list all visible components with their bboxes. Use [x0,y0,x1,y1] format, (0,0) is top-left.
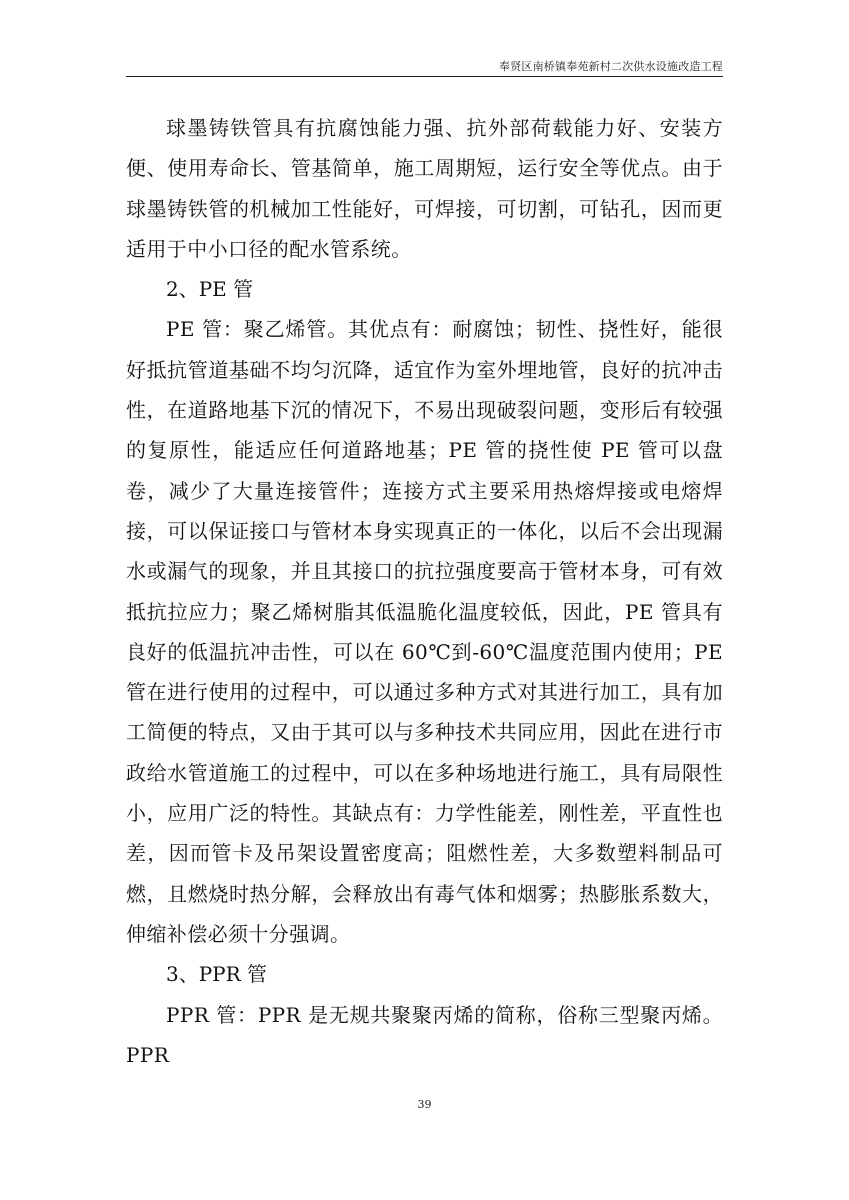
page-number: 39 [417,1098,432,1111]
section-heading-pe: 2、PE 管 [166,277,254,302]
document-body [126,108,723,1075]
paragraph-pe-pipe: PE 管：聚乙烯管。其优点有：耐腐蚀；韧性、挠性好，能很好抵抗管道基础不均匀沉降，适宜作为室外埋地管，良好的抗冲击性，在道路地基下沉的情况下，不易出现破裂问题，变形后有较强的复原性，能适应任何道路地基；PE 管的挠性使 PE 管可以盘卷，减少了大量连接管件；连接方式主要采用热熔焊接或电熔焊接，可以保证接口与管材本身实现真正的一体化，以后不会出现漏水或漏气的现象，并且其接口的抗拉强度要高于管材本身，可有效抵抗拉应力；聚乙烯树脂其低温脆化温度较低，因此，PE 管具有良好的低温抗冲击性，可以在 60℃到-60℃温度范围内使用；PE 管在进行使用的过程中，可以通过多种方式对其进行加工，具有加工简便的特点，又由于其可以与多种技术共同应用，因此在进行市政给水管道施工的过程中，可以在多种场地进行施工，具有局限性小，应用广泛的特性。其缺点有：力学性能差，刚性差，平直性也差，因而管卡及吊架设置密度高；阻燃性差，大多数塑料制品可燃，且燃烧时热分解，会释放出有毒气体和烟雾；热膨胀系数大，伸缩补偿必须十分强调。 [126,317,723,946]
page-header [126,62,723,77]
header-title: 奉贤区南桥镇奉苑新村二次供水设施改造工程 [499,60,723,73]
section-heading-ppr: 3、PPR 管 [166,962,268,987]
paragraph-ppr-pipe: PPR 管：PPR 是无规共聚聚丙烯的简称，俗称三型聚丙烯。PPR [126,1002,723,1067]
paragraph-ductile-iron: 球墨铸铁管具有抗腐蚀能力强、抗外部荷载能力好、安装方便、使用寿命长、管基简单，施工周期短，运行安全等优点。由于球墨铸铁管的机械加工性能好，可焊接，可切割，可钻孔，因而更适用于中小口径的配水管系统。 [126,116,723,261]
